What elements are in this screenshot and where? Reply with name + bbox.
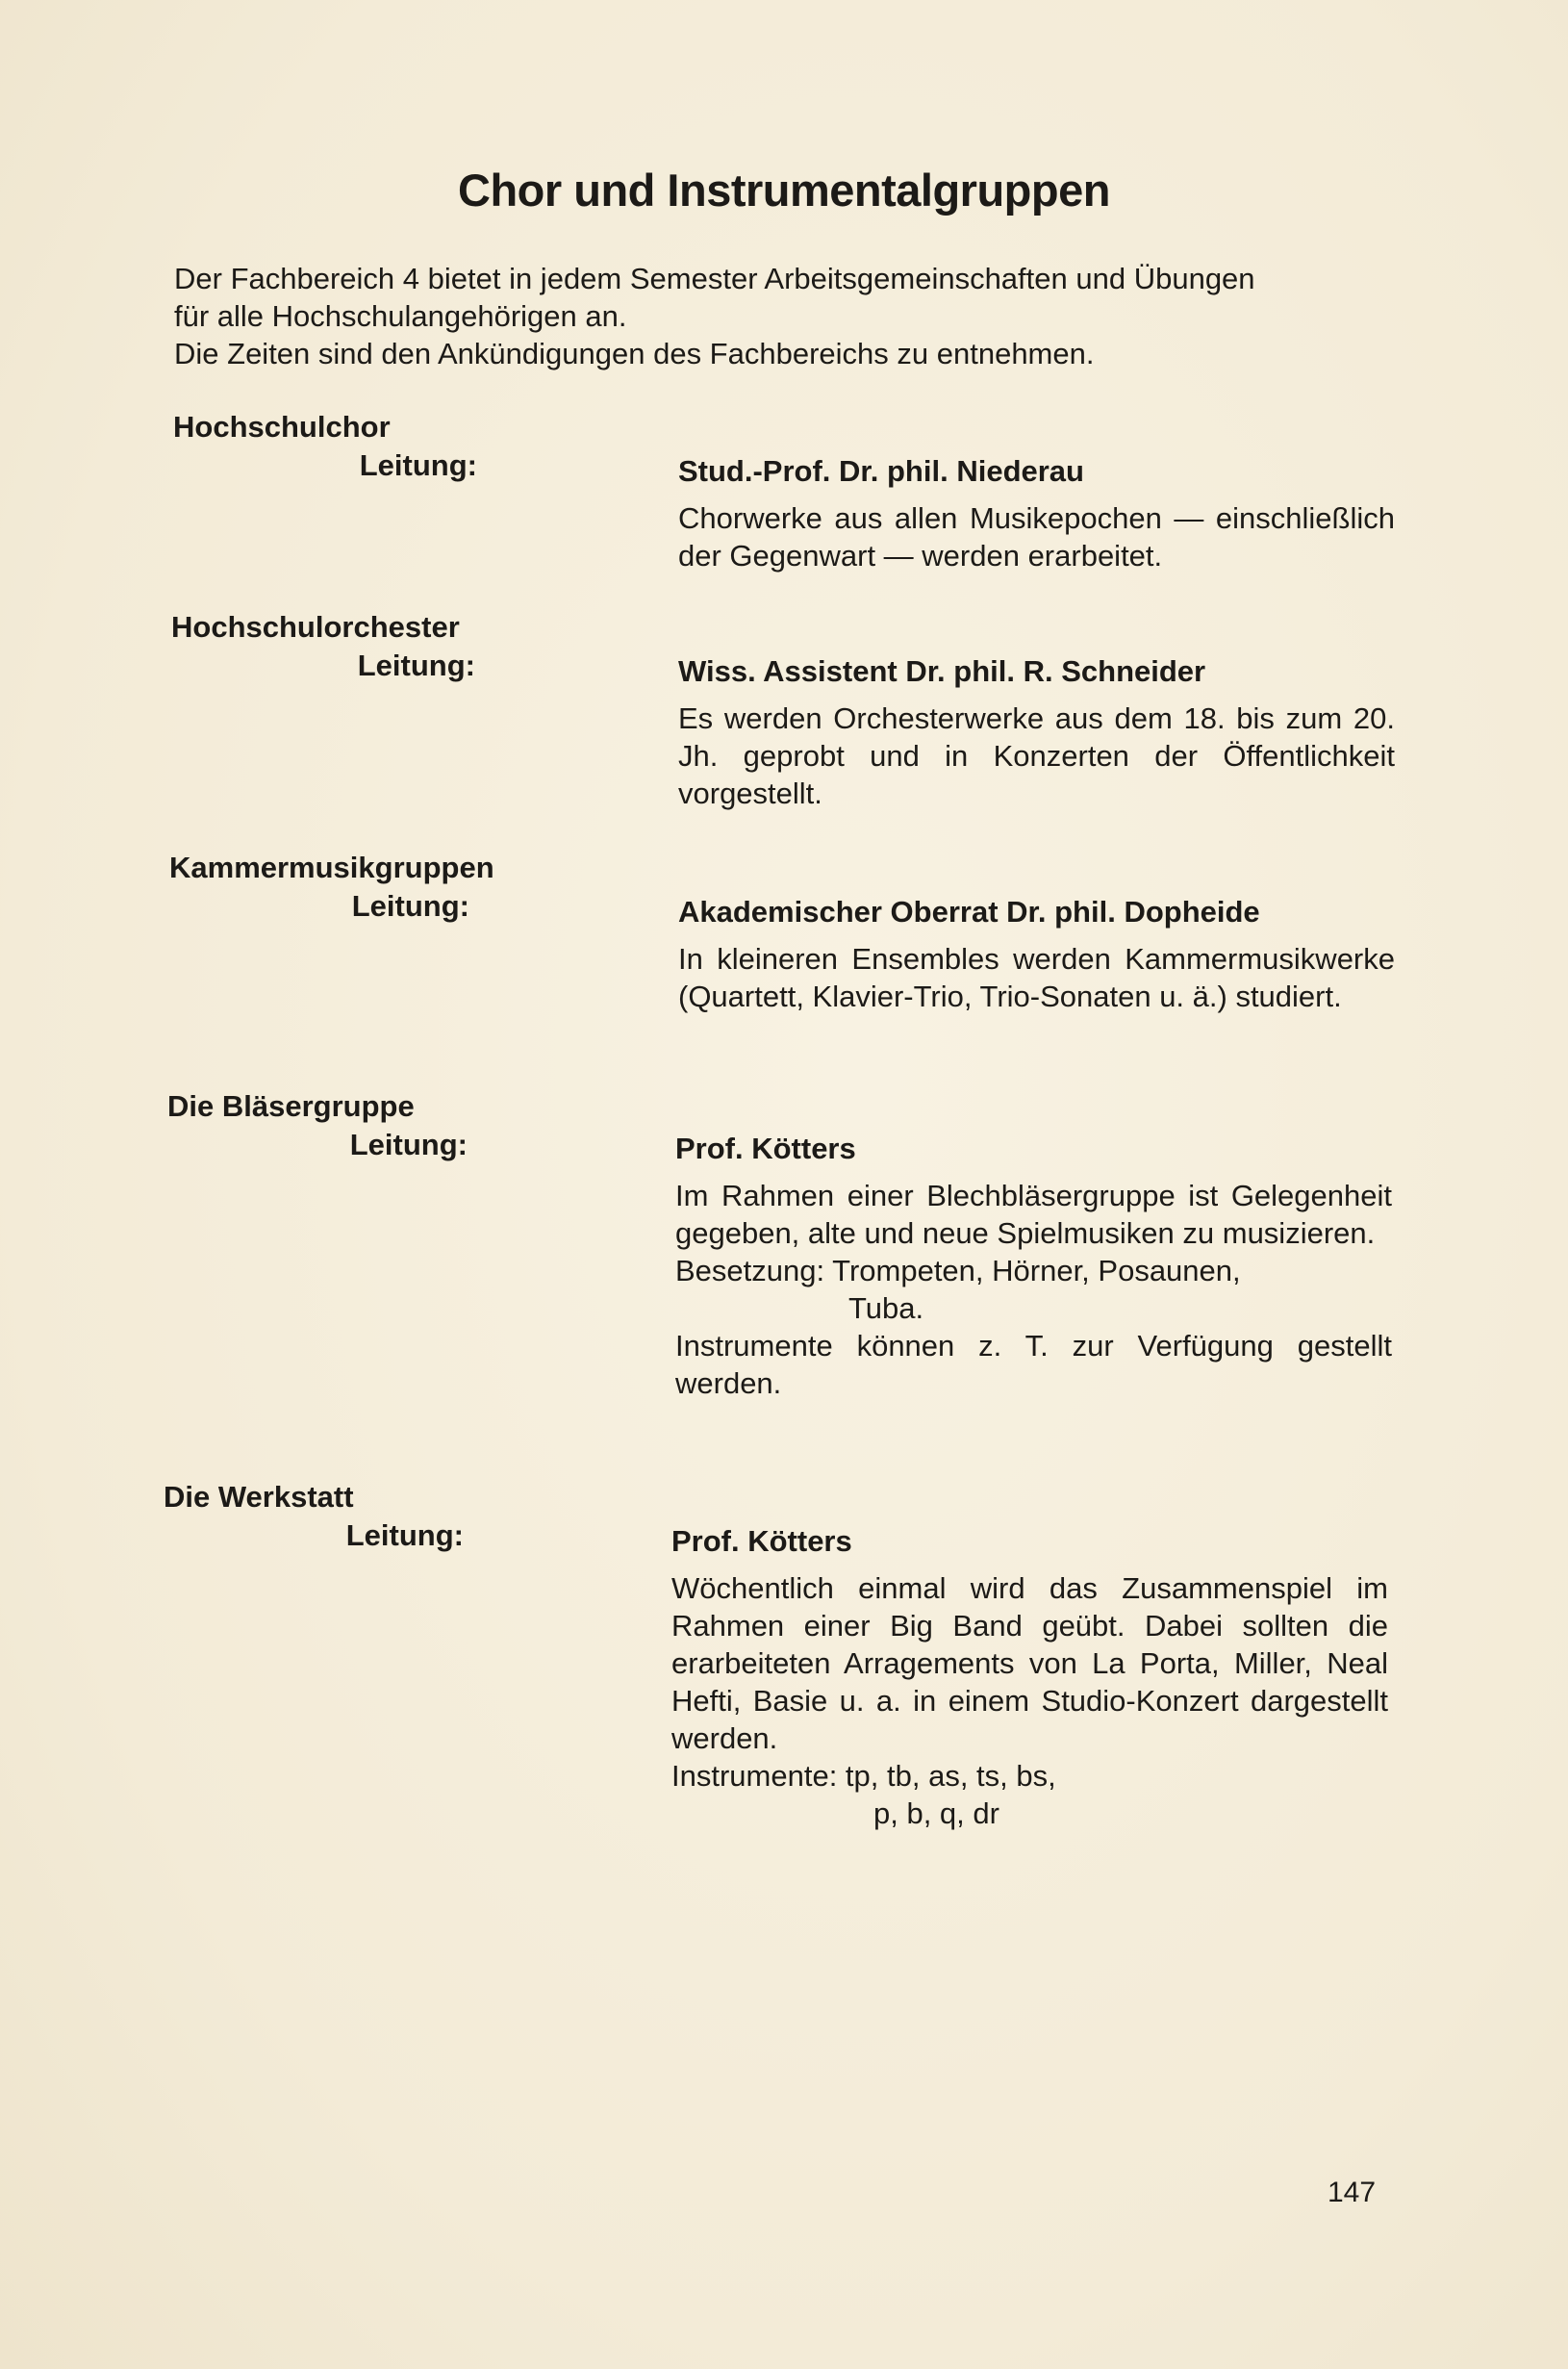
leitung-label: Leitung: bbox=[359, 448, 477, 482]
group-info-kammermusikgruppen bbox=[678, 893, 1395, 1015]
group-line-continued: Tuba. bbox=[848, 1291, 924, 1325]
group-label-hochschulorchester bbox=[171, 608, 475, 685]
group-info-werkstatt bbox=[671, 1522, 1388, 1832]
page-number: 147 bbox=[1328, 2177, 1377, 2208]
group-line: Instrumente können z. T. zur Verfügung gestellt werden. bbox=[675, 1329, 1392, 1400]
group-info-blaesergruppe bbox=[675, 1130, 1392, 1402]
group-description: Chorwerke aus allen Musikepochen — einschließlich der Gegenwart — werden erarbeitet. bbox=[678, 501, 1395, 573]
intro-line: für alle Hochschulangehörigen an. bbox=[174, 299, 627, 333]
leitung-label: Leitung: bbox=[351, 889, 469, 923]
intro-line: Die Zeiten sind den Ankündigungen des Fachbereichs zu entnehmen. bbox=[174, 337, 1095, 370]
group-leader: Prof. Kötters bbox=[675, 1132, 856, 1165]
leitung-label: Leitung: bbox=[349, 1128, 468, 1161]
group-line-continued: p, b, q, dr bbox=[873, 1796, 999, 1830]
group-description: In kleineren Ensembles werden Kammermusikwerke (Quartett, Klavier-Trio, Trio-Sonaten u. ä.) studiert. bbox=[678, 942, 1395, 1013]
group-label-blaesergruppe bbox=[167, 1087, 468, 1164]
group-label-werkstatt bbox=[164, 1478, 464, 1555]
group-leader: Prof. Kötters bbox=[671, 1524, 852, 1558]
group-name: Die Werkstatt bbox=[164, 1480, 354, 1514]
group-leader: Akademischer Oberrat Dr. phil. Dopheide bbox=[678, 895, 1260, 929]
group-description: Im Rahmen einer Blechbläsergruppe ist Gelegenheit gegeben, alte und neue Spielmusiken zu musizieren. bbox=[675, 1179, 1392, 1250]
leitung-label: Leitung: bbox=[345, 1518, 464, 1552]
leitung-label: Leitung: bbox=[357, 649, 475, 682]
group-info-hochschulorchester bbox=[678, 652, 1395, 812]
group-label-kammermusikgruppen bbox=[169, 849, 494, 926]
group-name: Kammermusikgruppen bbox=[169, 851, 494, 884]
group-name: Hochschulorchester bbox=[171, 610, 460, 644]
group-name: Hochschulchor bbox=[173, 410, 391, 444]
group-label-hochschulchor bbox=[173, 408, 477, 485]
group-leader: Wiss. Assistent Dr. phil. R. Schneider bbox=[678, 654, 1206, 688]
group-line: Instrumente: tp, tb, as, ts, bs, bbox=[671, 1759, 1056, 1793]
group-info-hochschulchor bbox=[678, 452, 1395, 574]
group-description: Es werden Orchesterwerke aus dem 18. bis zum 20. Jh. geprobt und in Konzerten der Öffentlichkeit vorgestellt. bbox=[678, 701, 1395, 810]
group-description: Wöchentlich einmal wird das Zusammenspiel im Rahmen einer Big Band geübt. Dabei sollten die erarbeiteten Arragements von La Porta, Miller, Neal Hefti, Basie u. a. in einem Studio-Konzert dargestellt werden. bbox=[671, 1571, 1388, 1755]
intro-text bbox=[174, 260, 1415, 372]
group-leader: Stud.-Prof. Dr. phil. Niederau bbox=[678, 454, 1084, 488]
page-title: Chor und Instrumentalgruppen bbox=[458, 165, 1110, 216]
intro-line: Der Fachbereich 4 bietet in jedem Semester Arbeitsgemeinschaften und Übungen bbox=[174, 262, 1255, 295]
group-name: Die Bläsergruppe bbox=[167, 1089, 415, 1123]
group-line: Besetzung: Trompeten, Hörner, Posaunen, bbox=[675, 1254, 1241, 1287]
